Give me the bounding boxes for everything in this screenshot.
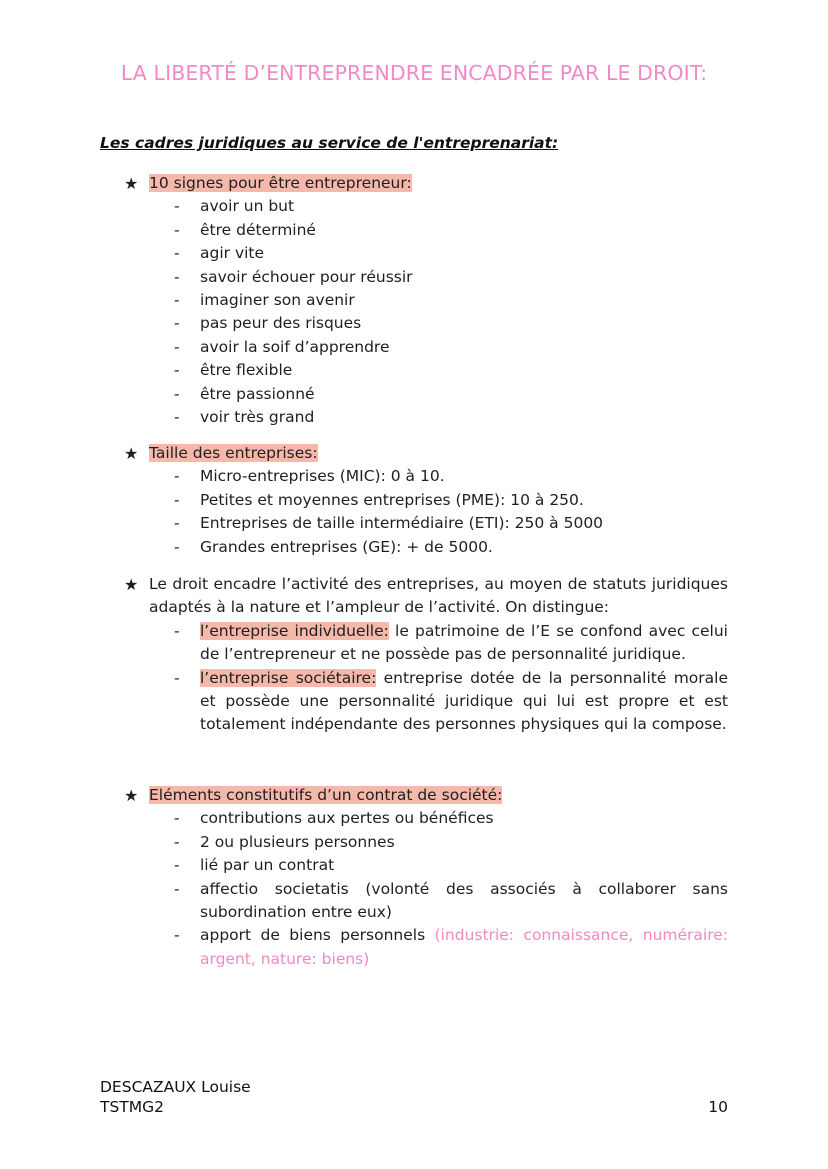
dash-icon: - — [174, 926, 180, 945]
term-highlight: l’entreprise individuelle: — [200, 621, 389, 640]
company-types-list — [124, 620, 728, 737]
list-item — [124, 242, 728, 265]
list-item-text: 2 ou plusieurs personnes — [200, 832, 395, 851]
list-item-text: Micro-entreprises (MIC): 0 à 10. — [200, 467, 445, 486]
star-bullet-icon: ★ — [124, 575, 139, 594]
list-item-text: imaginer son avenir — [200, 291, 355, 310]
list-item — [124, 489, 728, 512]
dash-icon: - — [174, 337, 180, 356]
list-item — [124, 312, 728, 335]
heading-text: Taille des entreprises: — [149, 444, 318, 462]
sizes-list — [124, 465, 728, 559]
list-item-text: avoir un but — [200, 197, 295, 216]
term-definition: le patrimoine de l’E se confond avec celui de l’entrepreneur et ne possède pas de personnalité juridique. — [200, 621, 728, 664]
dash-icon: - — [174, 856, 180, 875]
list-item-text: Petites et moyennes entreprises (PME): 10 à 250. — [200, 490, 584, 509]
dash-icon: - — [174, 514, 180, 533]
dash-icon: - — [174, 879, 180, 898]
contract-elements-list — [124, 807, 728, 971]
dash-icon: - — [174, 314, 180, 333]
list-item — [124, 219, 728, 242]
dash-icon: - — [174, 291, 180, 310]
list-item-text: voir très grand — [200, 408, 315, 427]
star-bullet-icon: ★ — [124, 444, 139, 463]
section-company-contract — [124, 784, 728, 971]
list-item — [124, 924, 728, 971]
list-item-text: affectio societatis (volonté des associés à collaborer sans subordination entre eux) — [200, 879, 728, 922]
heading-text: Eléments constitutifs d’un contrat de société: — [149, 786, 503, 804]
section-heading — [124, 172, 728, 195]
dash-icon: - — [174, 832, 180, 851]
list-item — [124, 878, 728, 925]
dash-icon: - — [174, 668, 180, 687]
dash-icon: - — [174, 621, 180, 640]
list-item-text: Grandes entreprises (GE): + de 5000. — [200, 537, 493, 556]
section-heading — [124, 784, 728, 807]
footer-class: TSTMG2 — [100, 1098, 165, 1116]
dash-icon: - — [174, 408, 180, 427]
list-item — [124, 854, 728, 877]
list-item — [124, 807, 728, 830]
page-title: LA LIBERTÉ D’ENTREPRENDRE ENCADRÉE PAR LE DROIT: — [120, 61, 708, 85]
star-bullet-icon: ★ — [124, 174, 139, 193]
list-item — [124, 536, 728, 559]
page-number: 10 — [708, 1098, 728, 1116]
list-item-text: contributions aux pertes ou bénéfices — [200, 809, 494, 828]
signs-list — [124, 195, 728, 429]
list-item-text: apport de biens personnels — [200, 926, 435, 945]
dash-icon: - — [174, 244, 180, 263]
dash-icon: - — [174, 490, 180, 509]
section-entrepreneur-signs — [124, 172, 728, 429]
dash-icon: - — [174, 809, 180, 828]
section-legal-framework — [124, 573, 728, 737]
list-item-text: avoir la soif d’apprendre — [200, 337, 390, 356]
dash-icon: - — [174, 361, 180, 380]
dash-icon: - — [174, 267, 180, 286]
dash-icon: - — [174, 537, 180, 556]
list-item — [124, 465, 728, 488]
section-subtitle: Les cadres juridiques au service de l'entreprenariat: — [100, 134, 559, 152]
list-item-text: agir vite — [200, 244, 265, 263]
section-paragraph — [124, 573, 728, 620]
list-item-text: Entreprises de taille intermédiaire (ETI): 250 à 5000 — [200, 514, 604, 533]
dash-icon: - — [174, 197, 180, 216]
term-definition: entreprise dotée de la personnalité morale et possède une personnalité juridique qui lui est propre et est totalement indépendante des personnes physiques qui la compose. — [200, 668, 729, 734]
list-item-text: pas peur des risques — [200, 314, 362, 333]
term-highlight: l’entreprise sociétaire: — [200, 668, 377, 687]
footer — [100, 1077, 251, 1117]
list-item — [124, 289, 728, 312]
heading-text: 10 signes pour être entrepreneur: — [149, 174, 412, 192]
list-item — [124, 406, 728, 429]
list-item-note: (industrie: connaissance, numéraire: argent, nature: biens) — [200, 926, 728, 968]
dash-icon: - — [174, 384, 180, 403]
list-item-text: être flexible — [200, 361, 293, 380]
list-item-text: être déterminé — [200, 220, 316, 239]
list-item — [124, 266, 728, 289]
list-item — [124, 383, 728, 406]
list-item-text: lié par un contrat — [200, 856, 335, 875]
star-bullet-icon: ★ — [124, 786, 139, 805]
list-item — [124, 195, 728, 218]
list-item-text: savoir échouer pour réussir — [200, 267, 413, 286]
dash-icon: - — [174, 467, 180, 486]
list-item — [124, 359, 728, 382]
list-item — [124, 620, 728, 667]
footer-author: DESCAZAUX Louise — [100, 1078, 251, 1096]
section-company-sizes — [124, 442, 728, 559]
paragraph-text: Le droit encadre l’activité des entreprises, au moyen de statuts juridiques adaptés à la nature et l’ampleur de l’activité. On distingue: — [149, 575, 728, 617]
list-item-text: être passionné — [200, 384, 315, 403]
list-item — [124, 831, 728, 854]
section-heading — [124, 442, 728, 465]
list-item — [124, 336, 728, 359]
list-item — [124, 667, 728, 737]
dash-icon: - — [174, 220, 180, 239]
list-item — [124, 512, 728, 535]
